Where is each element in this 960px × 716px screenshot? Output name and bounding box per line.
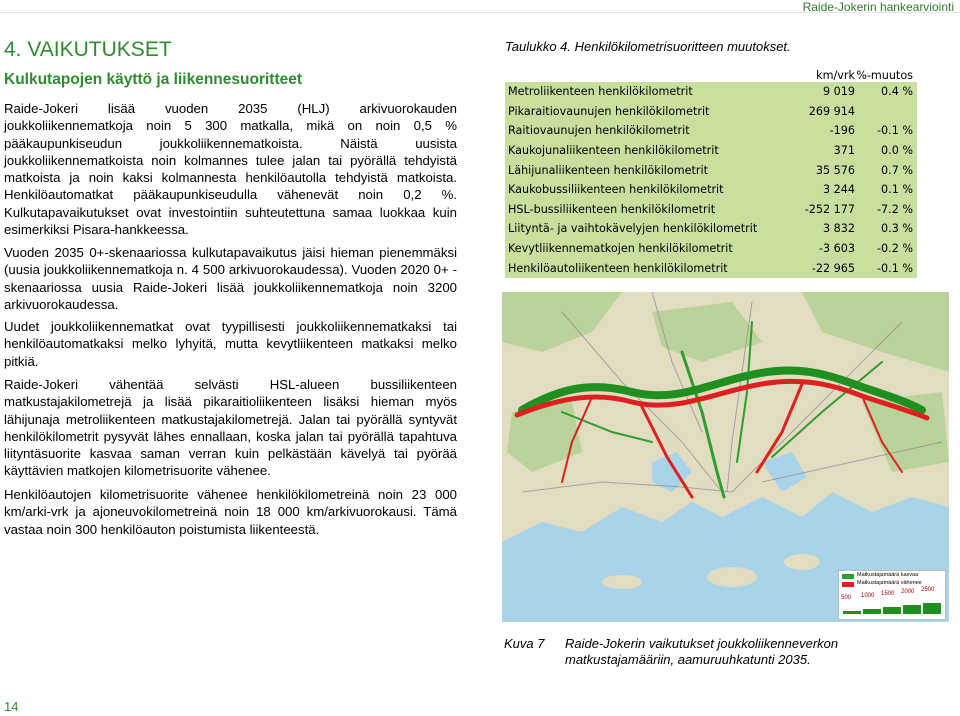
legend-decrease: Matkustajamäärä vähenee — [857, 580, 922, 586]
running-head: Raide-Jokerin hankearviointi — [802, 0, 954, 14]
table-row: Kevytliikennematkojen henkilökilometrit -3 603 -0.2 % — [508, 242, 913, 256]
page-number: 14 — [4, 699, 19, 714]
table-row: HSL-bussiliikenteen henkilökilometrit -252 177 -7.2 % — [508, 202, 913, 216]
figure-caption: Raide-Jokerin vaikutukset joukkoliikenneverkon matkustajamääriin, aamuruuhkatunti 2035. — [565, 636, 839, 667]
table-row: Pikaraitiovaunujen henkilökilometrit 269 914 — [508, 104, 855, 118]
table-header — [505, 62, 917, 82]
legend-decrease-swatch — [842, 582, 854, 587]
section-heading: 4. VAIKUTUKSET — [4, 38, 172, 61]
scale-1500: 1500 — [881, 591, 895, 597]
data-table — [505, 62, 917, 278]
paragraph-4: Raide-Jokeri vähentää selvästi HSL-alueen bussiliikenteen matkustajakilometrejä ja lisää pikaraitioliikenteen lisäksi hieman myös lähijunaja metroliikenteen matkustajakilometrejä. Jalan tai pyörällä syntyvät henkilökilometrit pysyvät lähes ennallaan, koska jalan tai pyörällä tapahtuva liityntäsuorite kasvaa saman verran kuin pelkästään kävelyä tai pyörää käyttävien matkojen kilometrisuorite vähenee. — [4, 377, 457, 479]
transit-map — [502, 292, 949, 622]
map-legend — [838, 570, 946, 620]
figure-label: Kuva 7 — [504, 636, 545, 651]
table-row: Kaukojunaliikenteen henkilökilometrit 371 0.0 % — [508, 144, 913, 158]
table-row: Liityntä- ja vaihtokävelyjen henkilökilometrit 3 832 0.3 % — [508, 222, 913, 236]
col-pct-header: %-muutos — [856, 69, 913, 82]
table-row: Lähijunaliikenteen henkilökilometrit 35 576 0.7 % — [508, 163, 913, 177]
table-row: Henkilöautoliikenteen henkilökilometrit -22 965 -0.1 % — [508, 261, 913, 275]
paragraph-3: Uudet joukkoliikennematkat ovat tyypillisesti joukkoliikennematkaksi tai henkilöautomatkaksi melko lyhyitä, mutta kevytliikenteen matkaksi melko pitkiä. — [4, 319, 457, 369]
col-km-header: km/vrk — [816, 69, 855, 82]
scale-1000: 1000 — [861, 593, 875, 599]
table-row: Kaukobussiliikenteen henkilökilometrit 3 244 0.1 % — [508, 183, 913, 197]
paragraph-1: Raide-Jokeri lisää vuoden 2035 (HLJ) arkivuorokauden joukkoliikennematkoja noin 5 300 matkalla, mikä on noin 0,5 % pääkaupunkiseudun joukkoliikennematkoista. Näistä uusista joukkoliikennematkoista noin kolmannes tulee jalan tai pyörällä tehdyistä matkoista ja noin kaksi kolmannesta henkilöautolla tehdyistä matkoista. Henkilöautomatkat pääkaupunkiseudulla vähenevät noin 0,2 %. Kulkutapavaikutukset ovat investointiin suhteutettuna samaa luokkaa kuin esimerkiksi Pisara-hankkeessa. — [4, 101, 457, 238]
scale-500: 500 — [841, 595, 852, 601]
header-divider — [0, 12, 960, 13]
legend-increase: Matkustajamäärä kasvaa — [857, 572, 919, 578]
table-row: Raitiovaunujen henkilökilometrit -196 -0.1 % — [508, 124, 913, 138]
paragraph-5: Henkilöautojen kilometrisuorite vähenee henkilökilometreinä noin 23 000 km/arki-vrk ja ajoneuvokilometreinä noin 18 000 km/arkivuorokausi. Tämä vastaa noin 300 henkilöauton poistumista liikenteestä. — [4, 487, 457, 537]
paragraph-2: Vuoden 2035 0+-skenaariossa kulkutapavaikutus jäisi hieman pienemmäksi (uusia joukkoliikennematkoja n. 4 500 arkivuorokaudessa). Vuoden 2020 0+ -skenaariossa uusia Raide-Jokeri lisää joukkoliikennematkoja noin 3200 arkivuorokaudessa. — [4, 245, 457, 312]
table-caption: Taulukko 4. Henkilökilometrisuoritteen muutokset. — [505, 39, 791, 54]
scale-2000: 2000 — [901, 589, 915, 595]
subsection-heading: Kulkutapojen käyttö ja liikennesuoritteet — [4, 71, 303, 88]
scale-2500: 2500 — [921, 587, 935, 593]
table-row: Metroliikenteen henkilökilometrit 9 019 0.4 % — [508, 85, 913, 99]
